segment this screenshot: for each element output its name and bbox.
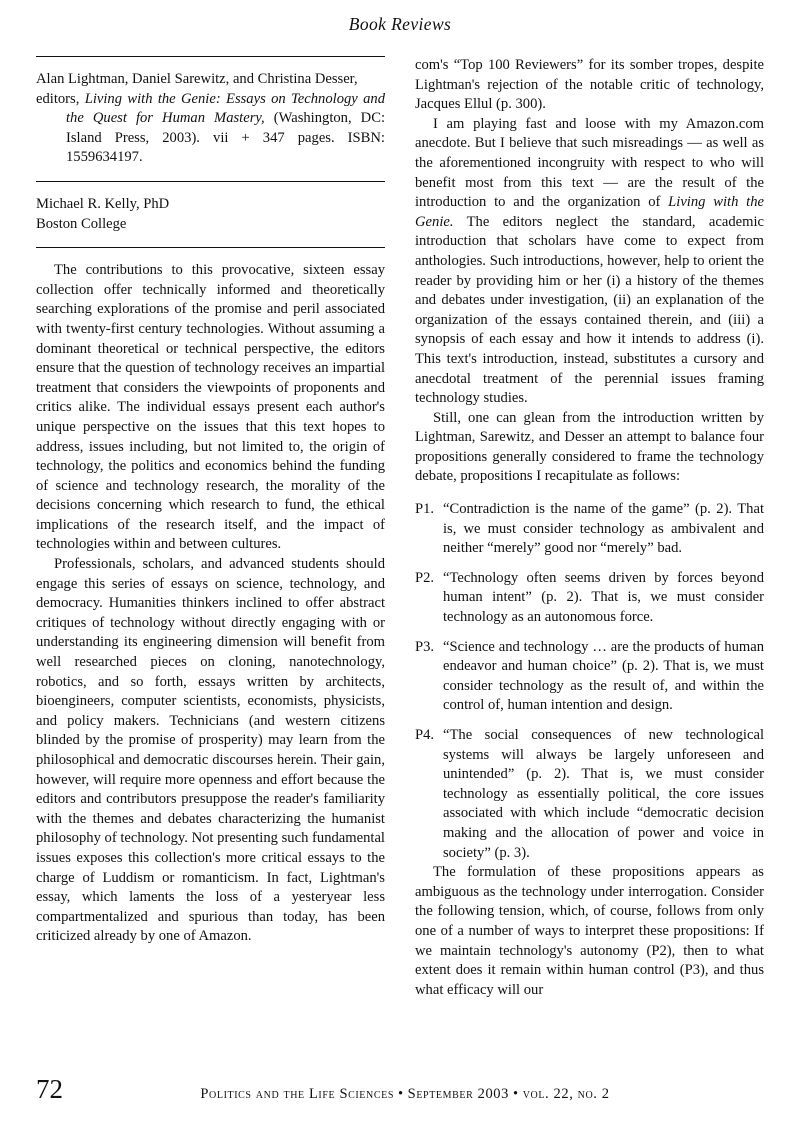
proposition-item [415,726,764,863]
proposition-label: P1. [415,501,435,518]
divider-bottom [36,247,385,248]
paragraph-3-book-title: Living with the Genie. [415,194,764,230]
citation-line-1: Alan Lightman, Daniel Sarewitz, and Christina Desser, [36,71,358,87]
paragraph-continued: com's “Top 100 Reviewers” for its somber tropes, despite Lightman's rejection of the notable critic of technology, Jacques Ellul (p. 300). [415,57,764,113]
footer-journal-name: Politics and the Life Sciences [200,1086,394,1102]
reviewer-affiliation: Boston College [36,215,127,232]
paragraph-5: The formulation of these propositions appears as ambiguous as the technology under interrogation. Consider the following tension, which, of course, follows from only one of a number of ways to interpret these propositions: If we maintain technology's autonomy (P2), then to what extent does it remain within human control (P3), and thus what efficacy will our [415,864,764,998]
reviewer-block [36,195,385,234]
footer-volume-issue: vol. 22, no. 2 [522,1086,610,1102]
footer-separator-2: • [513,1086,519,1102]
proposition-label: P2. [415,569,435,586]
page-number: 72 [36,1074,63,1104]
proposition-label: P4. [415,727,435,743]
paragraph-1: The contributions to this provocative, sixteen essay collection offer technically informed and theoretically searching explorations of the promise and peril associated with twenty-first century technologies. Without assuming a dominant theoretical or technical perspective, the editors ensure that the question of technology receives an impartial treatment that considers the viewpoints of proponents and critics alike. The individual essays present each author's unique perspective on the issues that this text hopes to address, issues including, but not limited to, the origin of technology, the politics and economics behind the funding of science and technology research, the morality of the decisions concerning which research to fund, the ethical implications of the research itself, and the impact of technologies within and between cultures. [36,262,385,553]
proposition-text: “Contradiction is the name of the game” (p. 2). That is, we must consider technology as ambivalent and neither “merely” good nor “merely” bad. [443,501,764,557]
proposition-text: “Technology often seems driven by forces beyond human intent” (p. 2). That is, we must consider technology as an autonomous force. [443,569,764,626]
paragraph-3 [415,115,764,409]
paragraph-2: Professionals, scholars, and advanced students should engage this series of essays on science, technology, and democracy. Humanities thinkers inclined to offer abstract critiques of technology without directly engaging with or understanding its engineering dimension will benefit from well researched pieces on cloning, nanotechnology, robotics, and so forth, essays written by architects, bioengineers, computer scientists, economists, physicists, and policy makers. Technicians (and western citizens blinded by the promise of prosperity) may learn from the philosophical and democratic discourses herein. Their gain, however, will require more openness and effort because the editors and contributors presuppose the reader's familiarity with the themes and debates characterizing the humanist philosophy of technology. Not presenting such fundamental issues exposes this collection's more critical essays to the charge of Luddism or romanticism. In fact, Lightman's essay, which laments the loss of a yesteryear less compartmentalized and spurious than today, has been criticized already by one of Amazon. [36,556,385,945]
running-head: Book Reviews [348,14,452,34]
proposition-text: “Science and technology … are the products of human endeavor and human choice” (p. 2). That is, we must consider technology as the result of, and within the control of, human intention and design. [443,638,764,714]
left-column [36,56,385,1000]
proposition-item [415,638,764,716]
reviewer-name: Michael R. Kelly, PhD [36,195,170,212]
two-column-body [36,56,764,1000]
footer-citation [96,1086,764,1103]
paragraph-4: Still, one can glean from the introduction written by Lightman, Sarewitz, and Desser an attempt to balance four propositions generally considered to frame the technology debate, propositions I recapitulate as follows: [415,409,764,485]
footer-issue-date: September 2003 [407,1086,509,1102]
citation-publication-info: (Washington, DC: Island Press, 2003). vii + 347 pages. ISBN: 1559634197. [66,110,385,166]
book-citation [36,70,385,168]
citation-title: Living with the Genie: Essays on Technology and the Quest for Human Mastery, [66,90,385,127]
divider-middle [36,181,385,182]
proposition-item [415,500,764,559]
page-footer [36,1074,764,1105]
proposition-list [415,500,764,863]
proposition-item [415,569,764,628]
proposition-label: P3. [415,638,435,655]
paragraph-3-part-1: I am playing fast and loose with my Amazon.com anecdote. But I believe that such misreadings — as well as the aforementioned incongruity with respect to who will benefit most from this text — are the result of the introduction to and the organization of [415,115,764,211]
proposition-text: “The social consequences of new technological systems will always be largely unforeseen and unintended” (p. 2). That is, we must consider technology as essentially political, the core issues associated with which include “democratic decision making and the allocation of power and voice in society” (p. 3). [443,727,764,861]
divider-top [36,56,385,57]
paragraph-3-part-2: The editors neglect the standard, academic introduction that scholars have come to expect from anthologies. Such introductions, however, help to orient the reader by providing him or her (i) a history of the themes and debates under investigation, (ii) an explanation of the organization of the essays contained therein, and (iii) a synopsis of each essay and how it intends to address (i). This text's introduction, instead, substitutes a cursory and anecdotal treatment of the perennial issues framing technology studies. [415,213,764,407]
footer-separator-1: • [397,1086,404,1102]
citation-editors-prefix: editors, [36,90,85,107]
right-column [415,56,764,1000]
citation-line-2 [36,90,385,168]
